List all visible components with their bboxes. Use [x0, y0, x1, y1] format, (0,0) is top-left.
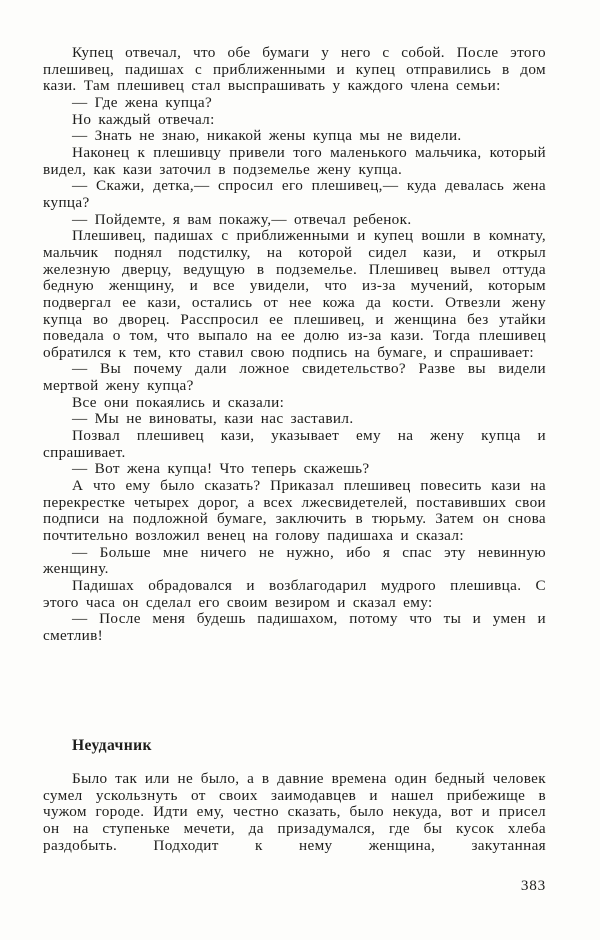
story-paragraph: Но каждый отвечал: — [72, 110, 215, 128]
story-paragraph: Купец отвечал, что обе бумаги у него с собой. После этого плешивец, падишах с приближенными и купец отправились в дом кази. Там плешивец стал выспрашивать у каждого члена семьи: — [43, 44, 546, 95]
story-paragraph: А что ему было сказать? Приказал плешивец повесить кази на перекрестке четырех дорог, а всех лжесвидетелей, поставивших свои подписи на подложной бумаге, заключить в тюрьму. Затем он снова почтительно возложил венец на голову падишаха и сказал: — [43, 477, 546, 545]
dialogue-line: — Где жена купца? — [72, 93, 213, 111]
dialogue-line: — Пойдемте, я вам покажу,— отвечал ребенок. — [72, 210, 412, 228]
story-paragraph: Плешивец, падишах с приближенными и купец вошли в комнату, мальчик поднял подстилку, на которой сидел кази, и открыл железную дверцу, ведущую в подземелье. Плешивец вывел оттуда бедную женщину, и все увидели, что из-за мучений, которым подвергал ее кази, остались от нее кожа да кости. Отвезли жену купца во дворец. Расспросил ее плешивец, и женщина без утайки поведала о том, что выпало на ее долю из-за кази. Тогда плешивец обратился к тем, кто ставил свою подпись на бумаге, и спрашивает: — [43, 227, 546, 361]
story-paragraph: Падишах обрадовался и возблагодарил мудрого плешивца. С этого часа он сделал его своим везиром и сказал ему: — [43, 577, 546, 611]
dialogue-line: — Вы почему дали ложное свидетельство? Разве вы видели мертвой жену купца? — [43, 360, 546, 395]
dialogue-line: — Вот жена купца! Что теперь скажешь? — [72, 460, 370, 478]
dialogue-line: — Скажи, детка,— спросил его плешивец,— куда девалась жена купца? — [43, 177, 546, 211]
story-paragraph: Все они покаялись и сказали: — [72, 393, 285, 411]
section-heading: Неудачник — [72, 737, 152, 754]
story-paragraph: Позвал плешивец кази, указывает ему на жену купца и спрашивает. — [43, 427, 546, 461]
story-paragraph: Было так или не было, а в давние времена один бедный человек сумел ускользнуть от своих заимодавцев и нашел прибежище в чужом городе. Идти ему, честно сказать, было некуда, вот и присел он на ступеньке мечети, да призадумался, где бы кусок хлеба раздобыть. Подходит к нему женщина, закутанная — [43, 770, 546, 854]
dialogue-line: — Больше мне ничего не нужно, ибо я спас эту невинную женщину. — [43, 543, 546, 578]
story-paragraph: Наконец к плешивцу привели того маленького мальчика, который видел, как кази заточил в подземелье жену купца. — [43, 143, 546, 178]
dialogue-line: — Знать не знаю, никакой жены купца мы не видели. — [72, 127, 462, 145]
story-end-text — [43, 45, 546, 645]
page-number: 383 — [520, 877, 546, 894]
section-body-text — [43, 771, 546, 854]
dialogue-line: — После меня будешь падишахом, потому что ты и умен и сметлив! — [43, 610, 546, 644]
dialogue-line: — Мы не виноваты, кази нас заставил. — [72, 410, 354, 428]
